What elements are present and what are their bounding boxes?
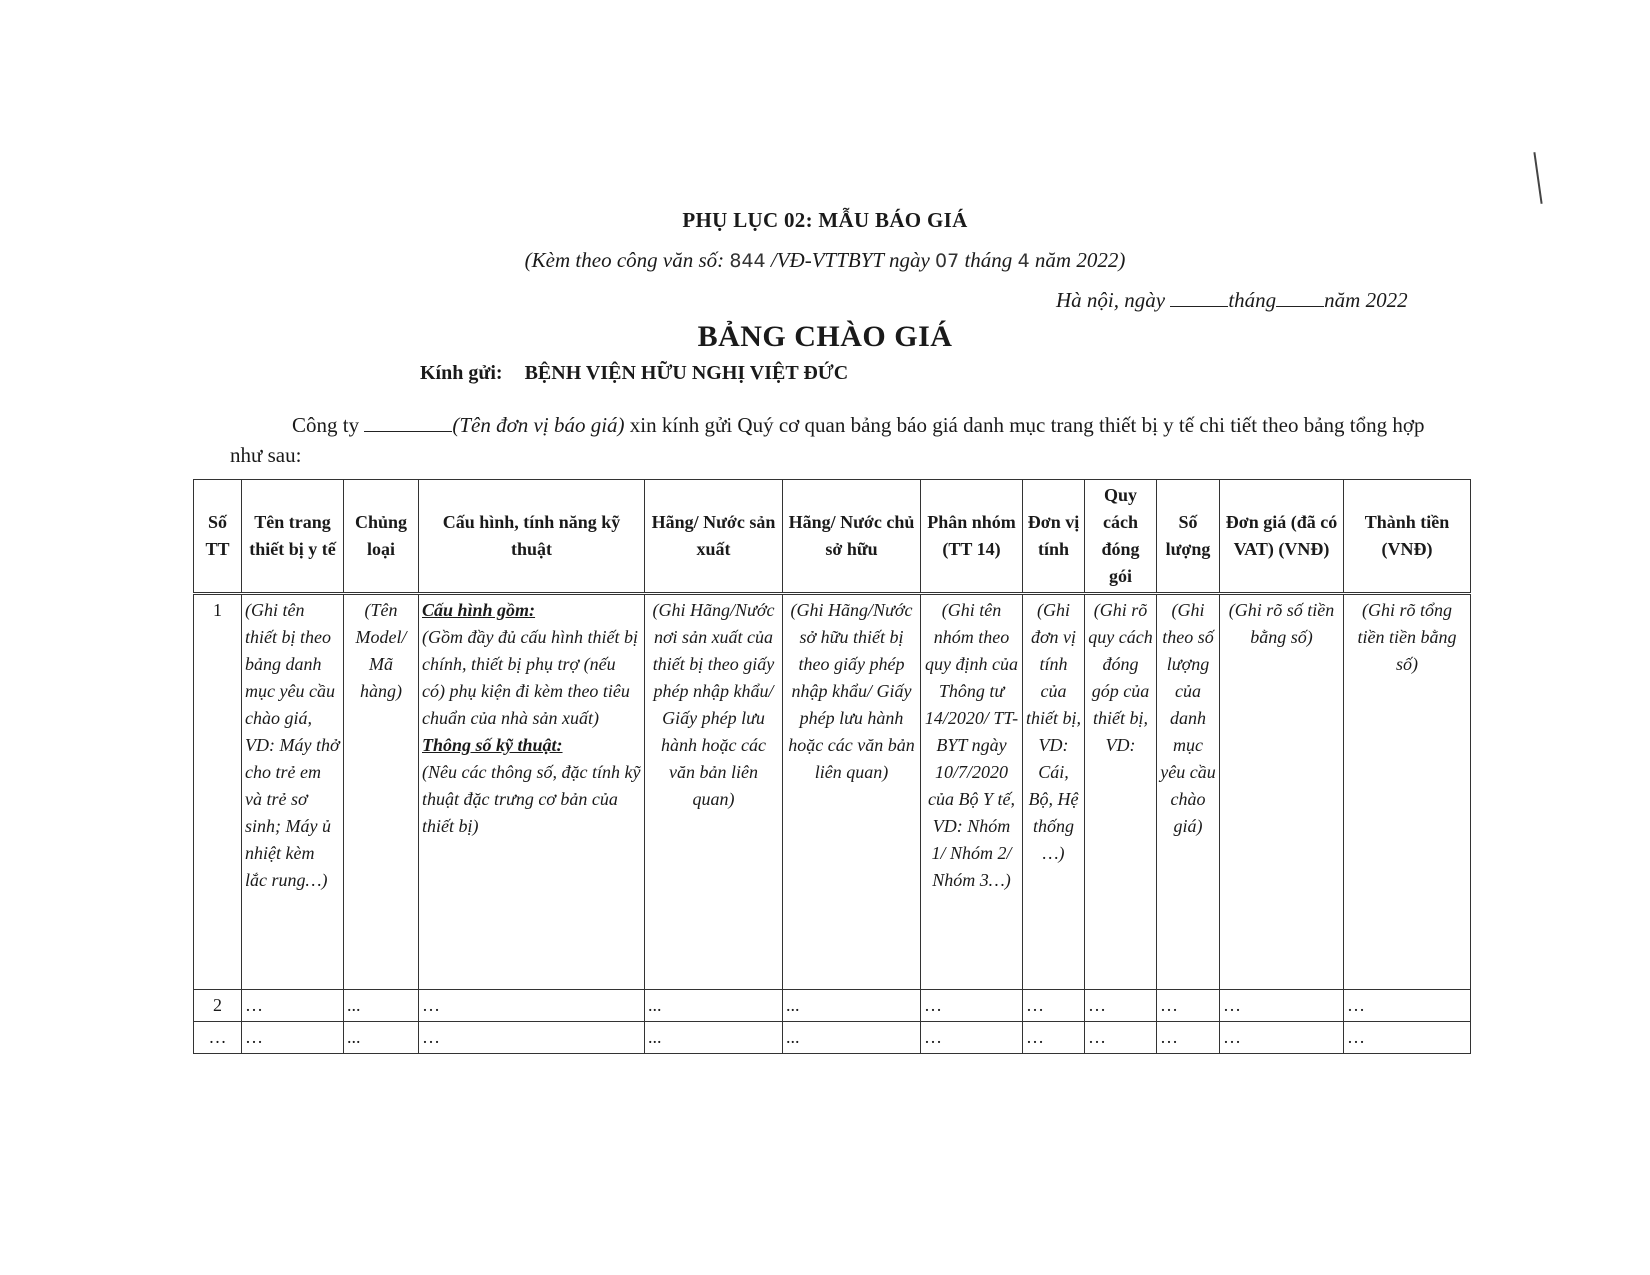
spec-text: (Nêu các thông số, đặc tính kỹ thuật đặc trưng cơ bản của thiết bị)	[422, 762, 641, 836]
cell-total: …	[1344, 1022, 1471, 1054]
header-device-name: Tên trang thiết bị y tế	[242, 480, 344, 594]
place-date-line	[1056, 288, 1408, 313]
company-name-blank[interactable]	[364, 413, 452, 432]
config-text: (Gồm đầy đủ cấu hình thiết bị chính, thiết bị phụ trợ (nếu có) phụ kiện đi kèm theo tiêu chuẩn của nhà sản xuất)	[422, 627, 638, 728]
place-date-month: tháng	[1228, 288, 1277, 312]
header-configuration: Cấu hình, tính năng kỹ thuật	[419, 480, 645, 594]
cell-unit: (Ghi đơn vị tính của thiết bị, VD: Cái, Bộ, Hệ thống …)	[1023, 594, 1085, 990]
header-manufacturer: Hãng/ Nước sản xuất	[645, 480, 783, 594]
cell-total: …	[1344, 990, 1471, 1022]
cell-owner: (Ghi Hãng/Nước sở hữu thiết bị theo giấy phép nhập khẩu/ Giấy phép lưu hành hoặc các văn bản liên quan)	[783, 594, 921, 990]
header-owner: Hãng/ Nước chủ sở hữu	[783, 480, 921, 594]
doc-number-handwritten: 844	[729, 250, 766, 272]
reference-line	[0, 248, 1650, 273]
cell-total: (Ghi rõ tổng tiền tiền bằng số)	[1344, 594, 1471, 990]
table-header-row	[194, 480, 1471, 594]
place-date-year: năm 2022	[1324, 288, 1408, 312]
header-packing: Quy cách đóng gói	[1085, 480, 1157, 594]
cell-device-name: …	[242, 1022, 344, 1054]
header-unit-price: Đơn giá (đã có VAT) (VNĐ)	[1220, 480, 1344, 594]
cell-device-name: …	[242, 990, 344, 1022]
header-group: Phân nhóm (TT 14)	[921, 480, 1023, 594]
cell-stt: 2	[194, 990, 242, 1022]
day-handwritten: 07	[935, 250, 960, 272]
cell-unit-price: …	[1220, 990, 1344, 1022]
cell-type: (Tên Model/ Mã hàng)	[344, 594, 419, 990]
month-blank[interactable]	[1276, 290, 1324, 307]
table-row	[194, 594, 1471, 990]
intro-text: xin kính gửi Quý cơ quan bảng báo giá danh mục trang thiết bị y tế chi tiết theo bảng tổng hợp như sau:	[230, 413, 1425, 467]
reference-prefix: (Kèm theo công văn số:	[524, 248, 725, 272]
cell-unit-price: …	[1220, 1022, 1344, 1054]
annex-title: PHỤ LỤC 02: MẪU BÁO GIÁ	[682, 208, 968, 232]
cell-type: ...	[344, 990, 419, 1022]
cell-group: (Ghi tên nhóm theo quy định của Thông tư 14/2020/ TT-BYT ngày 10/7/2020 của Bộ Y tế, VD: Nhóm 1/ Nhóm 2/ Nhóm 3…)	[921, 594, 1023, 990]
quotation-table	[193, 479, 1471, 1054]
table-row	[194, 990, 1471, 1022]
intro-placeholder: (Tên đơn vị báo giá)	[452, 413, 625, 437]
cell-quantity: …	[1157, 1022, 1220, 1054]
cell-stt: 1	[194, 594, 242, 990]
recipient-line	[420, 362, 848, 385]
spec-heading: Thông số kỹ thuật:	[422, 735, 563, 755]
cell-quantity: (Ghi theo số lượng của danh mục yêu cầu chào giá)	[1157, 594, 1220, 990]
cell-configuration	[419, 594, 645, 990]
header-type: Chủng loại	[344, 480, 419, 594]
month-handwritten: 4	[1017, 250, 1030, 272]
day-blank[interactable]	[1170, 290, 1228, 307]
scan-edge-mark	[1533, 152, 1542, 204]
cell-manufacturer: (Ghi Hãng/Nước nơi sản xuất của thiết bị theo giấy phép nhập khẩu/ Giấy phép lưu hành hoặc các văn bản liên quan)	[645, 594, 783, 990]
recipient-name: BỆNH VIỆN HỮU NGHỊ VIỆT ĐỨC	[524, 362, 849, 384]
cell-manufacturer: ...	[645, 990, 783, 1022]
header-unit: Đơn vị tính	[1023, 480, 1085, 594]
cell-type: ...	[344, 1022, 419, 1054]
main-title: BẢNG CHÀO GIÁ	[697, 320, 953, 353]
header-total: Thành tiền (VNĐ)	[1344, 480, 1471, 594]
cell-packing: …	[1085, 990, 1157, 1022]
intro-paragraph	[230, 410, 1445, 470]
table-row	[194, 1022, 1471, 1054]
cell-group: …	[921, 1022, 1023, 1054]
cell-owner: ...	[783, 990, 921, 1022]
place-date-prefix: Hà nội, ngày	[1056, 288, 1166, 312]
header-stt: Số TT	[194, 480, 242, 594]
cell-manufacturer: ...	[645, 1022, 783, 1054]
reference-mid1: /VĐ-VTTBYT ngày	[770, 248, 930, 272]
cell-owner: ...	[783, 1022, 921, 1054]
cell-quantity: …	[1157, 990, 1220, 1022]
cell-device-name: (Ghi tên thiết bị theo bảng danh mục yêu cầu chào giá, VD: Máy thở cho trẻ em và trẻ sơ sinh; Máy ủ nhiệt kèm lắc rung…)	[242, 594, 344, 990]
cell-configuration: …	[419, 990, 645, 1022]
cell-group: …	[921, 990, 1023, 1022]
config-heading: Cấu hình gồm:	[422, 600, 536, 620]
cell-packing: …	[1085, 1022, 1157, 1054]
intro-company: Công ty	[292, 413, 360, 437]
reference-mid2: tháng	[964, 248, 1013, 272]
cell-unit: …	[1023, 990, 1085, 1022]
cell-unit: …	[1023, 1022, 1085, 1054]
cell-stt: …	[194, 1022, 242, 1054]
header-quantity: Số lượng	[1157, 480, 1220, 594]
reference-suffix: năm 2022)	[1034, 248, 1126, 272]
recipient-label: Kính gửi:	[420, 362, 503, 384]
cell-configuration: …	[419, 1022, 645, 1054]
cell-packing: (Ghi rõ quy cách đóng góp của thiết bị, VD:	[1085, 594, 1157, 990]
cell-unit-price: (Ghi rõ số tiền bằng số)	[1220, 594, 1344, 990]
